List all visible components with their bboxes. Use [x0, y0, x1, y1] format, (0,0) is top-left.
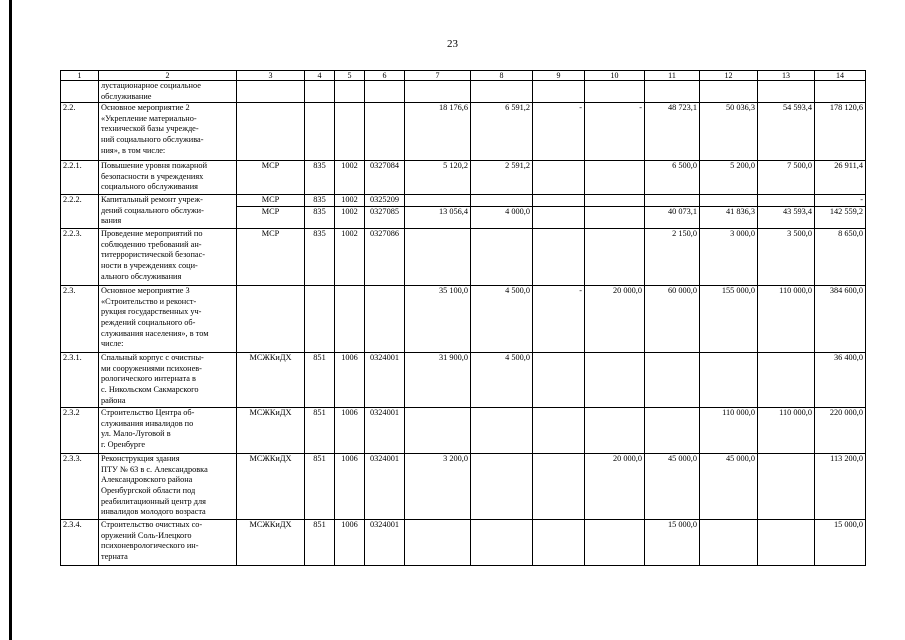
value-col-9: -	[533, 286, 585, 353]
measure-name: лустационарное социальное обслуживание	[99, 81, 237, 103]
value-col-7	[405, 229, 471, 286]
value-col-13: 54 593,4	[758, 103, 815, 161]
column-header: 4	[305, 71, 335, 81]
value-col-12: 5 200,0	[700, 161, 758, 195]
measure-name: Основное мероприятие 3 «Строительство и реконст- рукция государственных уч- реждений социального об- служивания населения», в том числе:	[99, 286, 237, 353]
column-header: 14	[815, 71, 866, 81]
column-header: 10	[585, 71, 645, 81]
row-number: 2.2.3.	[61, 229, 99, 286]
value-col-8	[471, 408, 533, 454]
value-col-7: 31 900,0	[405, 353, 471, 408]
table-row	[61, 520, 866, 566]
value-col-10	[585, 207, 645, 229]
table-row	[61, 353, 866, 408]
value-col-13: 7 500,0	[758, 161, 815, 195]
executor: МСР	[237, 195, 305, 207]
column-header: 5	[335, 71, 365, 81]
page-number: 23	[447, 38, 458, 50]
value-col-7	[405, 81, 471, 103]
code-csr: 0327085	[365, 207, 405, 229]
value-col-8: 4 000,0	[471, 207, 533, 229]
code-grbs: 835	[305, 229, 335, 286]
value-col-10	[585, 161, 645, 195]
code-grbs: 851	[305, 408, 335, 454]
measure-name: Повышение уровня пожарной безопасности в учреждениях социального обслуживания	[99, 161, 237, 195]
value-col-13: 110 000,0	[758, 408, 815, 454]
code-rzpr: 1006	[335, 353, 365, 408]
value-col-11: 48 723,1	[645, 103, 700, 161]
executor	[237, 81, 305, 103]
value-col-8	[471, 81, 533, 103]
column-header: 13	[758, 71, 815, 81]
value-col-10	[585, 520, 645, 566]
value-col-9	[533, 195, 585, 207]
value-col-9	[533, 454, 585, 520]
value-col-12: 50 036,3	[700, 103, 758, 161]
code-rzpr: 1002	[335, 207, 365, 229]
code-csr: 0324001	[365, 353, 405, 408]
value-col-14: 384 600,0	[815, 286, 866, 353]
value-col-14: 15 000,0	[815, 520, 866, 566]
column-header: 9	[533, 71, 585, 81]
value-col-9	[533, 207, 585, 229]
executor	[237, 286, 305, 353]
value-col-9: -	[533, 103, 585, 161]
value-col-8: 4 500,0	[471, 286, 533, 353]
value-col-13: 3 500,0	[758, 229, 815, 286]
value-col-12: 45 000,0	[700, 454, 758, 520]
code-rzpr: 1006	[335, 408, 365, 454]
value-col-13	[758, 454, 815, 520]
row-number: 2.3.4.	[61, 520, 99, 566]
column-header: 3	[237, 71, 305, 81]
value-col-14: 113 200,0	[815, 454, 866, 520]
code-csr: 0325209	[365, 195, 405, 207]
code-rzpr: 1002	[335, 229, 365, 286]
value-col-9	[533, 408, 585, 454]
code-rzpr: 1006	[335, 454, 365, 520]
value-col-7: 13 056,4	[405, 207, 471, 229]
value-col-9	[533, 520, 585, 566]
column-header: 8	[471, 71, 533, 81]
row-number: 2.3.1.	[61, 353, 99, 408]
value-col-11: 45 000,0	[645, 454, 700, 520]
measure-name: Спальный корпус с очистны- ми сооружениями психонев- рологического интерната в с. Никольском Сакмарского района	[99, 353, 237, 408]
table-row	[61, 229, 866, 286]
code-csr: 0324001	[365, 408, 405, 454]
code-grbs	[305, 81, 335, 103]
value-col-14	[815, 81, 866, 103]
value-col-14: 220 000,0	[815, 408, 866, 454]
executor: МСЖКиДХ	[237, 454, 305, 520]
code-grbs	[305, 103, 335, 161]
value-col-10	[585, 408, 645, 454]
table-row	[61, 161, 866, 195]
value-col-12: 155 000,0	[700, 286, 758, 353]
table-row	[61, 103, 866, 161]
measure-name: Реконструкция здания ПТУ № 63 в с. Александровка Александровского района Оренбургской области под реабилитационный центр для инвалидов молодого возраста	[99, 454, 237, 520]
value-col-12	[700, 520, 758, 566]
value-col-14: 26 911,4	[815, 161, 866, 195]
value-col-8	[471, 520, 533, 566]
row-number: 2.2.	[61, 103, 99, 161]
value-col-9	[533, 353, 585, 408]
value-col-11: 40 073,1	[645, 207, 700, 229]
measure-name: Основное мероприятие 2 «Укрепление материально- технической базы учрежде- ний социального обслужива- ния», в том числе:	[99, 103, 237, 161]
column-header: 1	[61, 71, 99, 81]
budget-table	[60, 70, 866, 566]
code-grbs: 835	[305, 161, 335, 195]
row-number	[61, 81, 99, 103]
column-number-row	[61, 71, 866, 81]
value-col-14: 178 120,6	[815, 103, 866, 161]
code-grbs: 851	[305, 454, 335, 520]
code-csr: 0324001	[365, 520, 405, 566]
value-col-9	[533, 81, 585, 103]
value-col-14: 36 400,0	[815, 353, 866, 408]
value-col-11: 2 150,0	[645, 229, 700, 286]
value-col-9	[533, 229, 585, 286]
column-header: 6	[365, 71, 405, 81]
table-row	[61, 454, 866, 520]
executor: МСЖКиДХ	[237, 408, 305, 454]
value-col-7: 3 200,0	[405, 454, 471, 520]
measure-name: Капитальный ремонт учреж- дений социального обслужи- вания	[99, 195, 237, 229]
code-csr	[365, 286, 405, 353]
value-col-11	[645, 81, 700, 103]
code-grbs	[305, 286, 335, 353]
value-col-9	[533, 161, 585, 195]
value-col-11	[645, 353, 700, 408]
row-number: 2.2.1.	[61, 161, 99, 195]
value-col-10: -	[585, 103, 645, 161]
value-col-10	[585, 229, 645, 286]
value-col-11: 6 500,0	[645, 161, 700, 195]
value-col-13	[758, 195, 815, 207]
value-col-8	[471, 195, 533, 207]
scan-edge-line	[9, 0, 12, 640]
value-col-13	[758, 520, 815, 566]
executor	[237, 103, 305, 161]
value-col-8	[471, 229, 533, 286]
executor: МСР	[237, 229, 305, 286]
executor: МСР	[237, 161, 305, 195]
row-number: 2.2.2.	[61, 195, 99, 229]
code-grbs: 851	[305, 520, 335, 566]
executor: МСЖКиДХ	[237, 520, 305, 566]
value-col-10: 20 000,0	[585, 454, 645, 520]
value-col-7: 35 100,0	[405, 286, 471, 353]
value-col-12	[700, 81, 758, 103]
table-row	[61, 408, 866, 454]
value-col-13: 43 593,4	[758, 207, 815, 229]
value-col-7	[405, 408, 471, 454]
value-col-7: 18 176,6	[405, 103, 471, 161]
code-rzpr	[335, 286, 365, 353]
value-col-11: 60 000,0	[645, 286, 700, 353]
measure-name: Строительство очистных со- оружений Соль-Илецкого психоневрологического ин- терната	[99, 520, 237, 566]
value-col-7	[405, 195, 471, 207]
row-number: 2.3.3.	[61, 454, 99, 520]
value-col-8: 4 500,0	[471, 353, 533, 408]
value-col-10	[585, 353, 645, 408]
column-header: 7	[405, 71, 471, 81]
measure-name: Строительство Центра об- служивания инвалидов по ул. Мало-Луговой в г. Оренбурге	[99, 408, 237, 454]
code-csr: 0327084	[365, 161, 405, 195]
value-col-7: 5 120,2	[405, 161, 471, 195]
value-col-14: -	[815, 195, 866, 207]
code-csr: 0327086	[365, 229, 405, 286]
value-col-12	[700, 353, 758, 408]
value-col-10	[585, 195, 645, 207]
column-header: 12	[700, 71, 758, 81]
value-col-8: 6 591,2	[471, 103, 533, 161]
column-header: 2	[99, 71, 237, 81]
measure-name: Проведение мероприятий по соблюдению требований ан- титеррористической безопас- ности в учреждениях соци- ального обслуживания	[99, 229, 237, 286]
value-col-10	[585, 81, 645, 103]
table-row	[61, 195, 866, 207]
code-csr	[365, 81, 405, 103]
value-col-12	[700, 195, 758, 207]
code-grbs: 851	[305, 353, 335, 408]
row-number: 2.3.	[61, 286, 99, 353]
code-csr	[365, 103, 405, 161]
value-col-11: 15 000,0	[645, 520, 700, 566]
executor: МСР	[237, 207, 305, 229]
value-col-14: 8 650,0	[815, 229, 866, 286]
code-grbs: 835	[305, 207, 335, 229]
code-grbs: 835	[305, 195, 335, 207]
code-rzpr: 1002	[335, 161, 365, 195]
value-col-13: 110 000,0	[758, 286, 815, 353]
value-col-11	[645, 195, 700, 207]
code-rzpr: 1002	[335, 195, 365, 207]
value-col-12: 3 000,0	[700, 229, 758, 286]
value-col-7	[405, 520, 471, 566]
value-col-8: 2 591,2	[471, 161, 533, 195]
value-col-12: 110 000,0	[700, 408, 758, 454]
code-rzpr	[335, 81, 365, 103]
executor: МСЖКиДХ	[237, 353, 305, 408]
value-col-8	[471, 454, 533, 520]
value-col-13	[758, 353, 815, 408]
code-rzpr	[335, 103, 365, 161]
row-number: 2.3.2	[61, 408, 99, 454]
table-row	[61, 286, 866, 353]
value-col-14: 142 559,2	[815, 207, 866, 229]
value-col-13	[758, 81, 815, 103]
table-row	[61, 81, 866, 103]
column-header: 11	[645, 71, 700, 81]
code-rzpr: 1006	[335, 520, 365, 566]
code-csr: 0324001	[365, 454, 405, 520]
value-col-10: 20 000,0	[585, 286, 645, 353]
value-col-12: 41 836,3	[700, 207, 758, 229]
value-col-11	[645, 408, 700, 454]
